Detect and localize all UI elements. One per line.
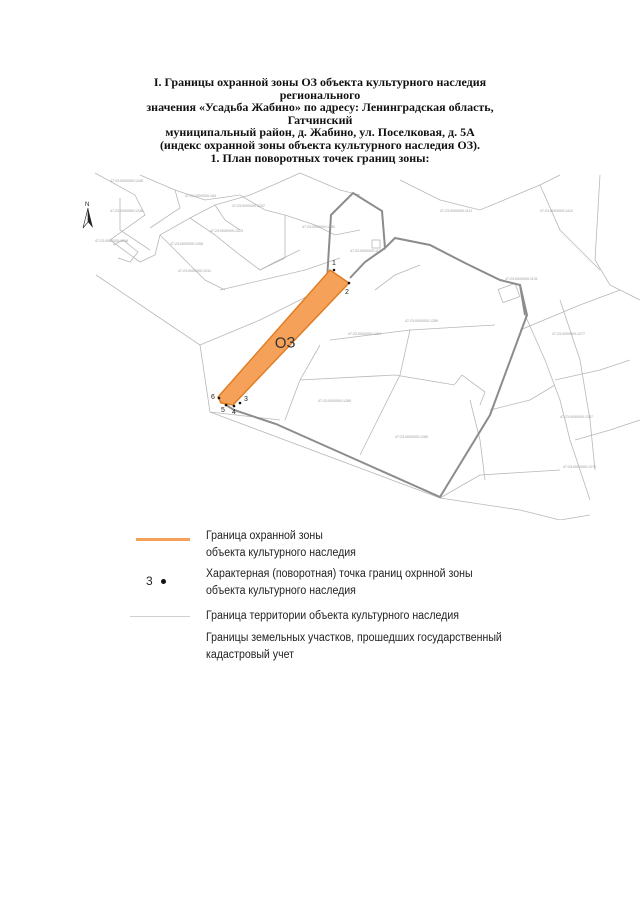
turning-point-1 xyxy=(333,269,336,272)
parcel-line xyxy=(96,275,280,420)
north-arrow xyxy=(83,202,93,228)
turning-point-label-1: 1 xyxy=(332,260,336,267)
parcel-label: 47:23:0000000:1245 xyxy=(110,179,143,183)
legend-swatch-zone-line xyxy=(136,538,190,541)
parcel-box xyxy=(372,240,380,248)
parcel-label: 47:23:0000000:1264 xyxy=(348,332,381,336)
legend-text-point-2: объекта культурного наследия xyxy=(206,585,356,597)
title-line-2: регионального xyxy=(279,87,361,102)
legend-swatch-territory-line xyxy=(130,616,190,617)
legend-item-zone xyxy=(130,528,550,562)
parcel-line xyxy=(215,205,240,230)
parcel-label: 47:23:0000000:1285 xyxy=(318,399,351,403)
cadastral-map xyxy=(0,170,640,520)
title-line-4: Гатчинский xyxy=(287,112,353,127)
parcel-label: 47:23:0000000:1287 xyxy=(560,415,593,419)
parcel-label: 47:23:0000000:1248 xyxy=(95,239,128,243)
legend-item-turning-point xyxy=(130,566,550,600)
parcel-line xyxy=(575,420,640,440)
parcel-line xyxy=(525,315,590,500)
parcel-label: 47:23:0000000:1265 xyxy=(170,242,203,246)
protective-zone xyxy=(218,270,349,405)
turning-point-label-5: 5 xyxy=(221,407,225,414)
parcel-label: 47:23:0000000:1131 xyxy=(505,277,538,281)
legend-text-point xyxy=(206,566,519,600)
parcel-label: 47:23:0000000:1273 xyxy=(563,465,596,469)
turning-point-2 xyxy=(348,282,351,285)
parcel-line xyxy=(95,173,300,262)
north-arrow-icon xyxy=(88,208,93,228)
legend-text-parcels-2: кадастровый учет xyxy=(206,649,294,661)
legend-text-parcels-1: Границы земельных участков, прошедших государственный xyxy=(206,632,502,644)
parcel-line xyxy=(400,175,560,210)
parcel-label: 47:23:0000000:1111 xyxy=(440,209,473,213)
legend-text-territory: Граница территории объекта культурного наследия xyxy=(206,610,459,622)
parcel-label: 47:23:0000000:164 xyxy=(185,194,216,198)
legend-text-zone-2: объекта культурного наследия xyxy=(206,547,356,559)
parcel-label: 47:23:0000000:1289 xyxy=(405,319,438,323)
document-title xyxy=(60,76,580,164)
parcel-label: 47:23:0000000:1241 xyxy=(178,269,211,273)
title-line-3: значения «Усадьба Жабино» по адресу: Ленинградская область, xyxy=(146,100,494,115)
north-arrow-icon-half xyxy=(83,208,88,228)
parcel-label: 47:23:0000000:1412 xyxy=(540,209,573,213)
parcel-line xyxy=(375,265,420,290)
parcel-line xyxy=(260,250,300,270)
parcel-line xyxy=(555,360,630,380)
north-arrow-label: N xyxy=(85,202,90,208)
legend-item-parcels xyxy=(130,630,550,664)
title-line-7: 1. План поворотных точек границ зоны: xyxy=(210,150,430,165)
legend-text-zone xyxy=(206,528,519,562)
title-line-6: (индекс охранной зоны объекта культурного наследия ОЗ). xyxy=(159,137,481,152)
legend-text-parcels xyxy=(206,630,519,664)
parcel-line xyxy=(300,375,455,385)
parcel-box xyxy=(498,283,520,302)
title-line-5: муниципальный район, д. Жабино, ул. Поселковая, д. 5А xyxy=(165,125,475,140)
parcel-line xyxy=(190,215,285,270)
turning-point-label-4: 4 xyxy=(232,409,236,416)
parcel-line xyxy=(520,290,620,330)
turning-point-label-6: 6 xyxy=(211,394,215,401)
legend-swatch-point xyxy=(146,574,206,588)
legend-text-zone-1: Граница охранной зоны xyxy=(206,530,323,542)
parcel-label: 47:23:0000000:1247 xyxy=(232,204,265,208)
parcel-label: 47:23:0000000:1280 xyxy=(395,435,428,439)
point-dot-icon xyxy=(161,579,166,584)
parcel-label: 47:23:0000000:1277 xyxy=(552,332,585,336)
parcel-line xyxy=(470,400,485,480)
parcel-line xyxy=(300,173,360,195)
parcel-label: 47:23:0000000:1121 xyxy=(350,249,383,253)
parcel-label: 47:23:0000000:1280 xyxy=(302,225,335,229)
parcel-line xyxy=(560,300,595,470)
parcel-label: 47:23:0000000:1248 xyxy=(110,209,143,213)
turning-point-6 xyxy=(218,397,221,400)
parcel-line xyxy=(210,412,590,520)
parcel-line xyxy=(540,185,600,270)
turning-point-5 xyxy=(225,404,228,407)
title-line-1: I. Границы охранной зоны ОЗ объекта культурного наследия xyxy=(153,75,487,89)
turning-point-label-2: 2 xyxy=(345,289,349,296)
turning-point-3 xyxy=(239,402,242,405)
zone-oz-label: ОЗ xyxy=(274,334,296,352)
legend-text-point-1: Характерная (поворотная) точка границ охрнной зоны xyxy=(206,568,473,580)
parcel-line xyxy=(150,190,180,228)
turning-point-4 xyxy=(233,405,236,408)
parcel-line xyxy=(595,175,640,300)
legend-point-number: 3 xyxy=(146,574,153,588)
parcel-labels xyxy=(95,179,596,469)
turning-point-label-3: 3 xyxy=(244,396,248,403)
parcel-line xyxy=(440,470,560,498)
parcel-boundaries xyxy=(95,173,640,520)
parcel-line xyxy=(285,345,320,420)
parcel-label: 47:23:0000000:1223 xyxy=(210,229,243,233)
legend-item-territory xyxy=(130,608,550,626)
